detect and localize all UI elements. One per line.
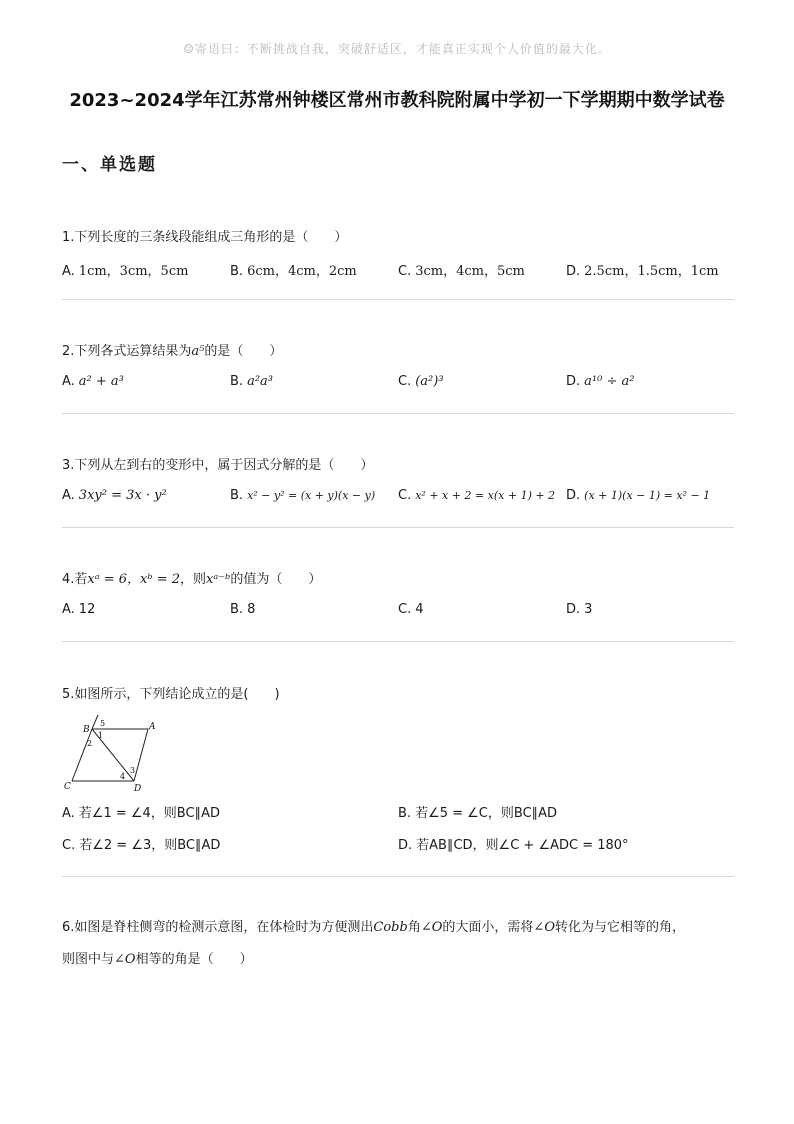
angle-1-label: 1 [98,731,104,740]
label-d: D [134,784,142,793]
options-row [62,260,734,279]
option-a[interactable]: A. 3xy² = 3x · y² [62,488,167,503]
extension-line [92,715,98,729]
option-a[interactable]: A. 1cm，3cm，5cm [62,264,189,279]
option-b[interactable]: B. 6cm，4cm，2cm [230,264,357,279]
divider [62,527,734,528]
option-d[interactable]: D. (x + 1)(x − 1) = x² − 1 [566,488,711,503]
angle-5-label: 5 [100,719,106,728]
divider [62,413,734,414]
option-c[interactable]: C. (a²)³ [398,374,444,389]
option-a[interactable]: A. a² + a³ [62,374,124,389]
options-grid [62,795,734,859]
angle-3-label: 3 [130,766,136,775]
divider [62,641,734,642]
section-heading: 一、单选题 [62,155,157,175]
question-5 [62,685,734,859]
option-b[interactable]: B. 8 [230,602,256,617]
question-stem: 4.若xᵃ = 6，xᵇ = 2，则xᵃ⁻ᵇ的值为（ ） [62,572,322,587]
option-b[interactable]: B. x² − y² = (x + y)(x − y) [230,488,376,503]
segment-ad [134,729,148,781]
divider [62,299,734,300]
label-a: A [149,722,156,732]
option-d[interactable]: D. a¹⁰ ÷ a² [566,374,635,389]
question-stem: 2.下列各式运算结果为a⁵的是（ ） [62,344,283,359]
question-2 [62,342,734,389]
option-d[interactable]: D. 2.5cm，1.5cm，1cm [566,264,719,279]
option-c[interactable]: C. 若∠2 = ∠3，则BC∥AD [62,837,221,853]
option-b[interactable]: B. 若∠5 = ∠C，则BC∥AD [398,805,558,821]
question-stem: 1.下列长度的三条线段能组成三角形的是（ ） [62,230,348,245]
question-1 [62,228,734,279]
label-b: B [83,725,90,735]
question-4 [62,570,734,617]
page-title: 2023~2024学年江苏常州钟楼区常州市教科院附属中学初一下学期期中数学试卷 [69,90,725,111]
geometry-figure [62,713,172,793]
options-row [62,488,734,503]
question-6 [62,912,734,976]
angle-4-label: 4 [120,772,126,781]
option-d[interactable]: D. 3 [566,602,593,617]
label-c: C [64,782,71,792]
question-3 [62,456,734,503]
segment-bc [72,729,92,781]
option-a[interactable]: A. 若∠1 = ∠4，则BC∥AD [62,805,220,821]
question-stem: 5.如图所示，下列结论成立的是( ) [62,687,280,702]
angle-2-label: 2 [87,739,93,748]
option-a[interactable]: A. 12 [62,602,96,617]
question-stem: 6.如图是脊柱侧弯的检测示意图，在体检时为方便测出Cobb角∠O的大面小，需将∠O转化为与它相等的角， 则图中与∠O相等的角是（ ） [62,920,685,967]
option-d[interactable]: D. 若AB∥CD，则∠C + ∠ADC = 180° [398,837,629,853]
question-stem: 3.下列从左到右的变形中，属于因式分解的是（ ） [62,458,374,473]
options-row [62,602,734,617]
option-c[interactable]: C. x² + x + 2 = x(x + 1) + 2 [398,488,556,503]
options-row [62,374,734,389]
option-b[interactable]: B. a²a³ [230,374,273,389]
option-c[interactable]: C. 4 [398,602,424,617]
option-c[interactable]: C. 3cm，4cm，5cm [398,264,525,279]
divider [62,876,734,877]
watermark: ☺寄语曰：不断挑战自我，突破舒适区，才能真正实现个人价值的最大化。 [183,42,611,56]
